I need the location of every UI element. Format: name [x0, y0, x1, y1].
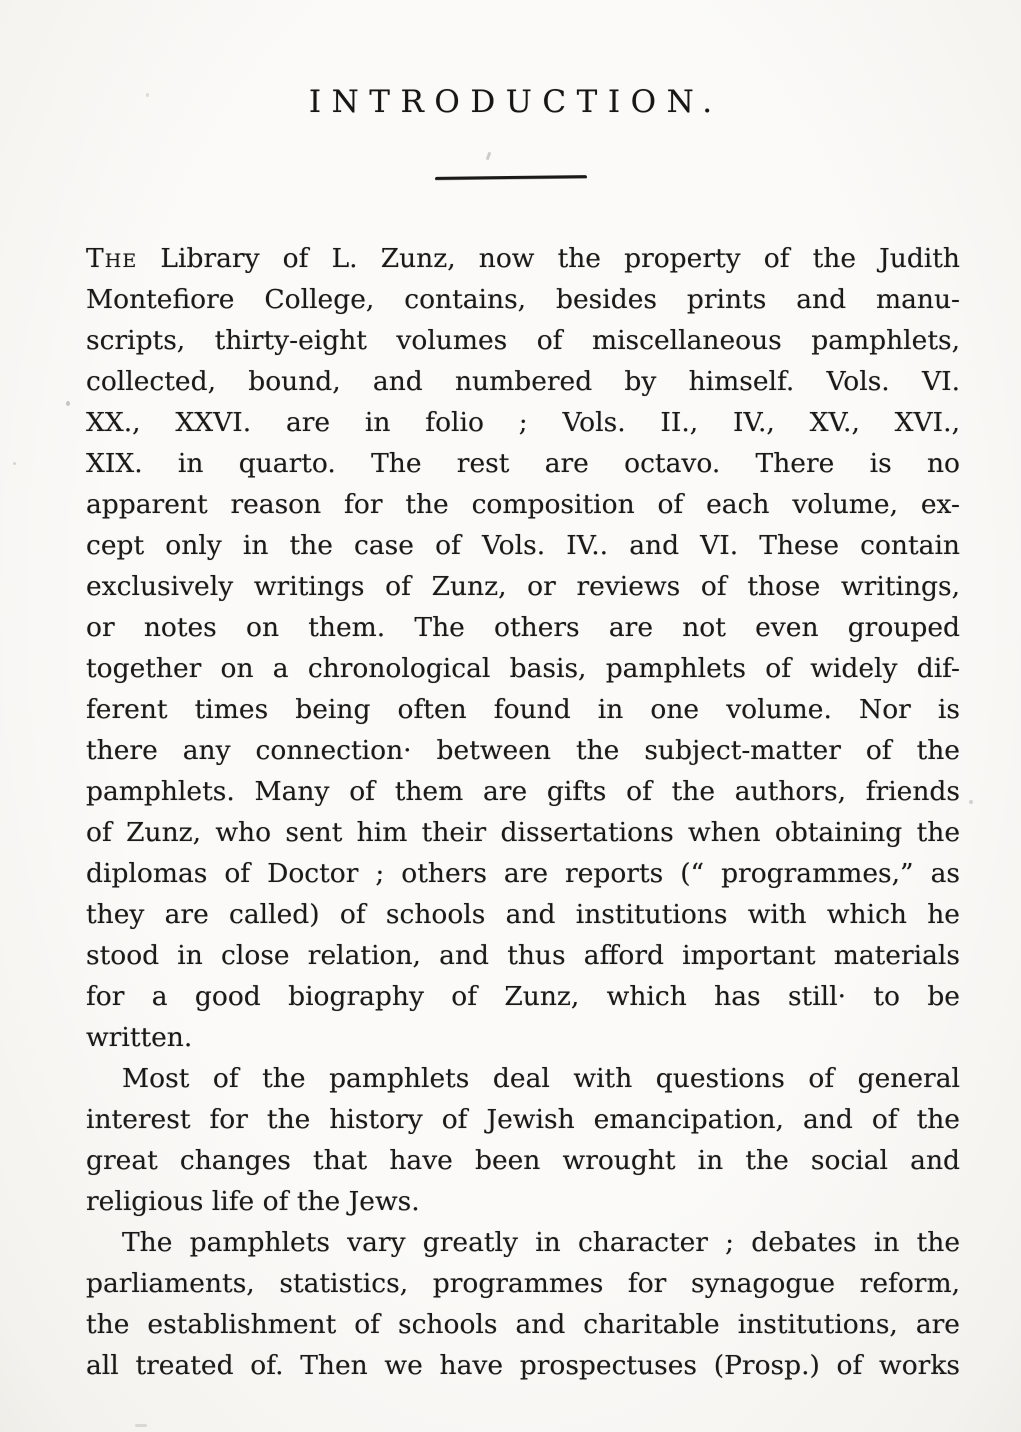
text-line: religious life of the Jews.	[86, 1186, 420, 1217]
text-line: The pamphlets vary greatly in character ; debates in the	[122, 1227, 960, 1258]
text-line: XX., XXVI. are in folio ; Vols. II., IV., XV., XVI.,	[86, 407, 960, 438]
scan-speck	[13, 462, 16, 465]
text-line: apparent reason for the composition of each volume, ex-	[86, 489, 960, 520]
text-line: the establishment of schools and charitable institutions, are	[86, 1309, 960, 1340]
text-line: pamphlets. Many of them are gifts of the authors, friends	[86, 776, 960, 807]
text-line: great changes that have been wrought in the social and	[86, 1145, 960, 1176]
text-line: collected, bound, and numbered by himself. Vols. VI.	[86, 366, 960, 397]
page-body	[86, 238, 960, 1386]
text-line: Montefiore College, contains, besides prints and manu-	[86, 284, 960, 315]
scan-speck	[135, 1424, 147, 1427]
text-line: exclusively writings of Zunz, or reviews of those writings,	[86, 571, 960, 602]
text-line: they are called) of schools and institutions with which he	[86, 899, 960, 930]
text-line: for a good biography of Zunz, which has still· to be	[86, 981, 960, 1012]
text-line: scripts, thirty-eight volumes of miscellaneous pamphlets,	[86, 325, 960, 356]
text-line: interest for the history of Jewish emancipation, and of the	[86, 1104, 960, 1135]
title-divider	[434, 175, 586, 180]
text-line-rest: Library of L. Zunz, now the property of the Judith	[137, 243, 960, 274]
scan-speck	[969, 800, 973, 804]
text-line: Most of the pamphlets deal with questions of general	[122, 1063, 960, 1094]
text-line: parliaments, statistics, programmes for synagogue reform,	[86, 1268, 960, 1299]
text-line: of Zunz, who sent him their dissertations when obtaining the	[86, 817, 960, 848]
page-title: INTRODUCTION.	[308, 84, 723, 120]
paragraph-2	[86, 1058, 960, 1222]
text-line: written.	[86, 1022, 193, 1053]
text-line: diplomas of Doctor ; others are reports (“ programmes,” as	[86, 858, 960, 889]
scan-speck	[146, 93, 149, 97]
text-line: there any connection· between the subject-matter of the	[86, 735, 960, 766]
scan-speck	[486, 152, 492, 161]
text-line	[86, 238, 960, 279]
leading-small-caps: The	[86, 243, 138, 274]
text-line: cept only in the case of Vols. IV.. and VI. These contain	[86, 530, 960, 561]
text-line: XIX. in quarto. The rest are octavo. There is no	[86, 448, 960, 479]
text-line: all treated of. Then we have prospectuses (Prosp.) of works	[86, 1350, 960, 1381]
scan-speck	[66, 401, 70, 406]
text-line: together on a chronological basis, pamphlets of widely dif-	[86, 653, 960, 684]
paragraph-1	[86, 238, 960, 1058]
paragraph-3	[86, 1222, 960, 1386]
text-line: ferent times being often found in one volume. Nor is	[86, 694, 960, 725]
text-line: or notes on them. The others are not even grouped	[86, 612, 960, 643]
text-line: stood in close relation, and thus afford important materials	[86, 940, 960, 971]
